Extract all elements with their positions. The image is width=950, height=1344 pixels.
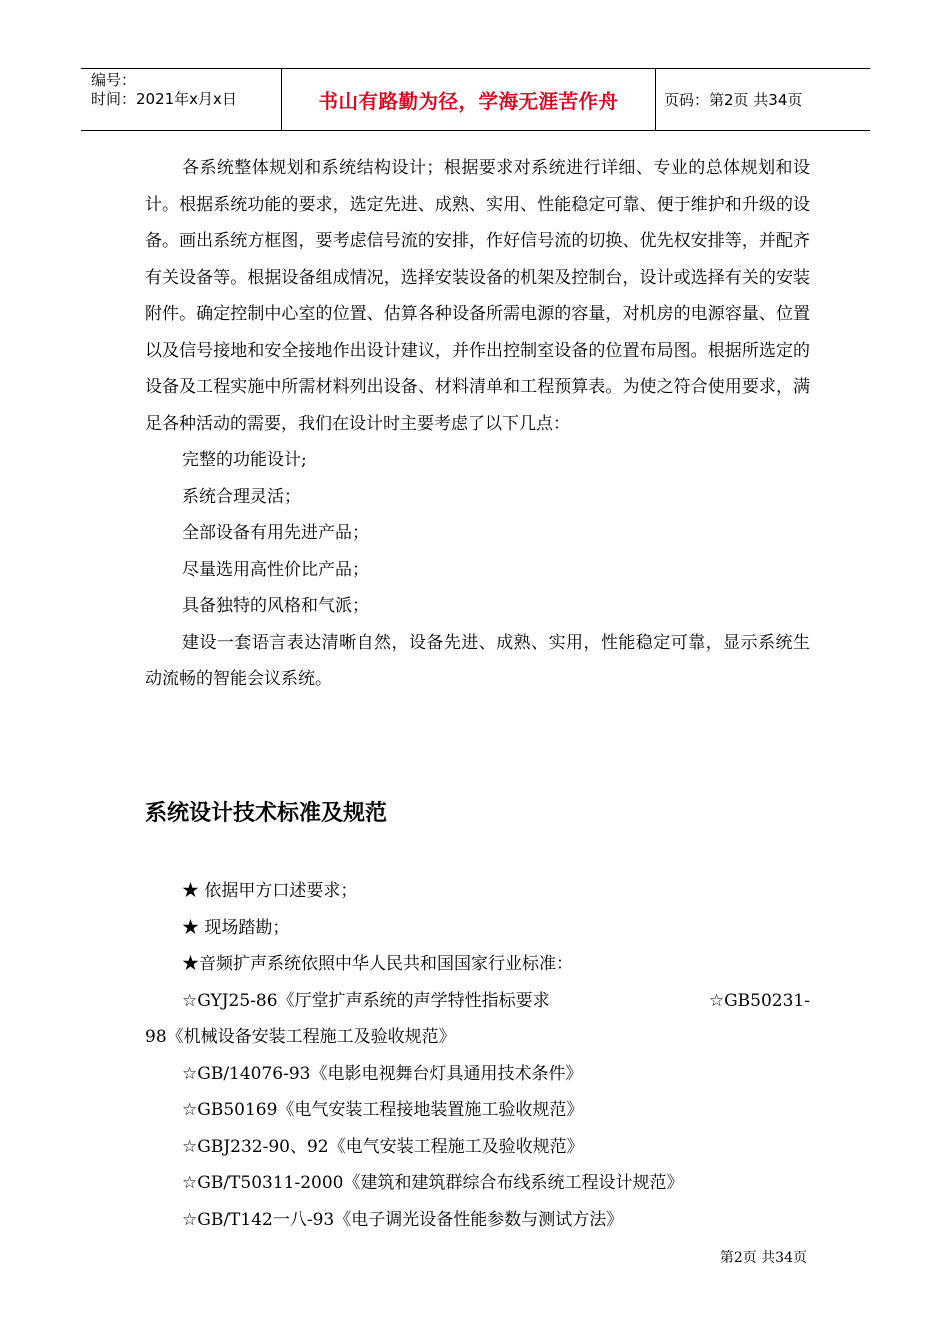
closing-paragraph: 建设一套语言表达清晰自然，设备先进、成熟、实用，性能稳定可靠，显示系统生动流畅的智能会议系统。 [145, 632, 810, 689]
design-point: 全部设备有用先进产品； [182, 523, 369, 543]
design-point: 具备独特的风格和气派； [182, 596, 369, 616]
standard-continuation: 98《机械设备安装工程施工及验收规范》 [145, 1027, 456, 1047]
page-footer: 第2页 共34页 [719, 1250, 807, 1266]
document-date: 时间：2021年x月x日 [91, 90, 237, 108]
header-page-info: 页码：第2页 共34页 [664, 91, 803, 109]
design-point: 尽量选用高性价比产品； [182, 559, 369, 580]
standard-gyj25: ☆GYJ25-86《厅堂扩声系统的声学特性指标要求 [182, 990, 550, 1011]
header-motto: 书山有路勤为径，学海无涯苦作舟 [282, 69, 656, 130]
document-body [145, 150, 810, 698]
design-point: 完整的功能设计; [182, 450, 307, 470]
document-number: 编号： [91, 71, 137, 89]
design-point: 系统合理灵活； [182, 486, 301, 507]
standard-item: ☆GB/T50311-2000《建筑和建筑群综合布线系统工程设计规范》 [182, 1173, 684, 1193]
intro-paragraph: 各系统整体规划和系统结构设计；根据要求对系统进行详细、专业的总体规划和设计。根据系统功能的要求，选定先进、成熟、实用、性能稳定可靠、便于维护和升级的设备。画出系统方框图，要考虑信号流的安排，作好信号流的切换、优先权安排等，并配齐有关设备等。根据设备组成情况，选择安装设备的机架及控制台，设计或选择有关的安装附件。确定控制中心室的位置、估算各种设备所需电源的容量，对机房的电源容量、位置以及信号接地和安全接地作出设计建议，并作出控制室设备的位置布局图。根据所选定的设备及工程实施中所需材料列出设备、材料清单和工程预算表。为使之符合使用要求，满足各种活动的需要，我们在设计时主要考虑了以下几点： [145, 158, 810, 434]
basis-item: ★音频扩声系统依照中华人民共和国国家行业标准： [182, 954, 573, 974]
standard-item [145, 983, 810, 1020]
standards-list [145, 873, 810, 1238]
standard-item: ☆GBJ232-90、92《电气安装工程施工及验收规范》 [182, 1136, 584, 1157]
standard-item: ☆GB/14076-93《电影电视舞台灯具通用技术条件》 [182, 1063, 583, 1084]
section-title: 系统设计技术标准及规范 [145, 801, 388, 826]
standard-item: ☆GB/T142一八-93《电子调光设备性能参数与测试方法》 [182, 1209, 624, 1230]
basis-item: ★ 现场踏勘； [182, 917, 290, 938]
page-header [81, 68, 870, 131]
basis-item: ★ 依据甲方口述要求； [182, 881, 358, 901]
standard-item: ☆GB50169《电气安装工程接地装置施工验收规范》 [182, 1100, 584, 1120]
header-meta [81, 69, 282, 130]
standard-gb50231: ☆GB50231- [708, 990, 810, 1011]
